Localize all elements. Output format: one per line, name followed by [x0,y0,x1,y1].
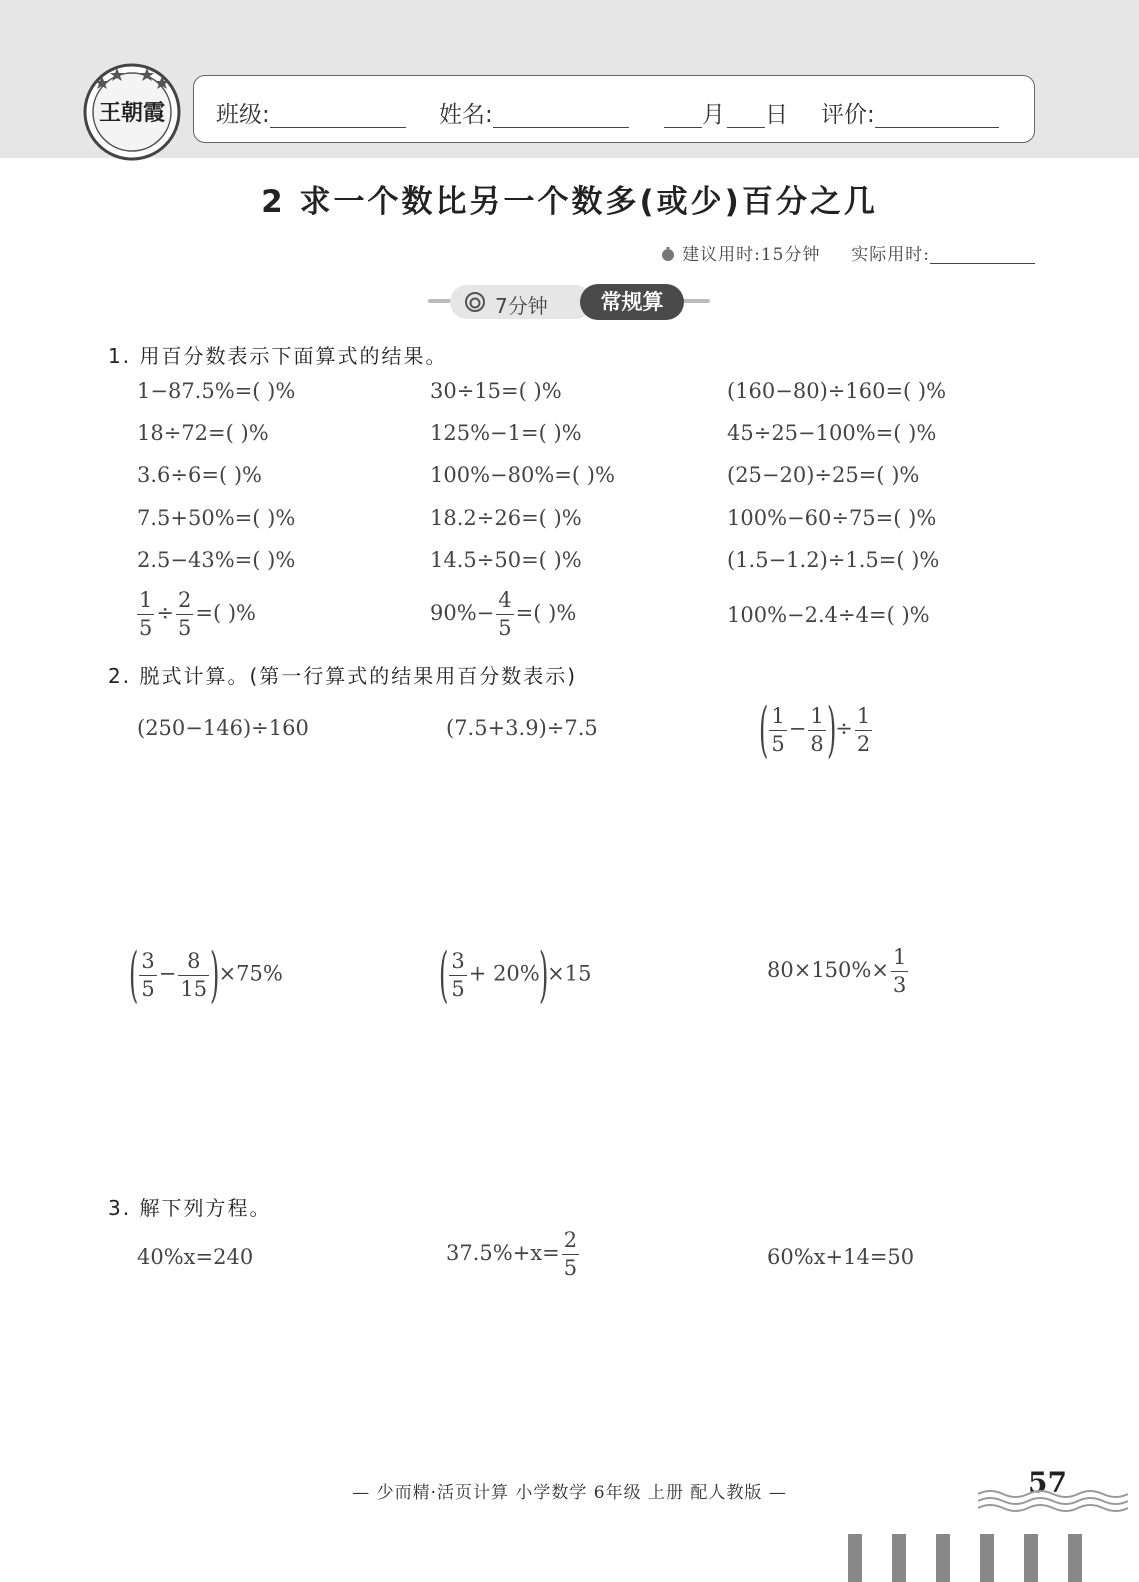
rating-label: 评价: [821,102,875,128]
date-field[interactable] [664,96,788,129]
wave-decoration [978,1486,1128,1516]
s1-r6-c1: $\frac{1}{5}$ ÷ $\frac{2}{5}$ =( )% [139,588,256,640]
suggested-time: 建议用时:15分钟 [682,245,821,265]
time-line [660,240,1035,265]
s1-r6-c3: 100%−2.4÷4=( )% [727,603,930,627]
s1-r6-c2: 90%− $\frac{4}{5}$ =( )% [430,588,577,640]
s2-expr6: 80×150%× $\frac{1}{3}$ [767,945,907,997]
s1-r4-c2: 18.2÷26=( )% [430,506,582,530]
s3-eq2: 37.5%+x= $\frac{2}{5}$ [446,1228,578,1280]
s1-r3-c1: 3.6÷6=( )% [137,463,262,487]
s3-eq3: 60%x+14=50 [767,1245,915,1269]
month-label: 月 [702,102,725,128]
day-label: 日 [765,102,788,128]
medal-icon [464,291,486,313]
page-title: 2 求一个数比另一个数多(或少)百分之几 [261,184,878,220]
section3-heading: 3. 解下列方程。 [108,1196,272,1220]
s1-r5-c1: 2.5−43%=( )% [137,548,296,572]
class-label: 班级: [216,102,270,128]
s1-r5-c2: 14.5÷50=( )% [430,548,582,572]
badge-minutes: 7分钟 [495,294,548,318]
s1-r5-c3: (1.5−1.2)÷1.5=( )% [727,548,940,572]
class-field[interactable] [216,96,406,129]
name-field[interactable] [439,96,629,129]
actual-time-label: 实际用时: [851,245,930,265]
s1-r2-c3: 45÷25−100%=( )% [727,421,937,445]
section2-heading: 2. 脱式计算。(第一行算式的结果用百分数表示) [108,664,578,688]
s1-r1-c1: 1−87.5%=( )% [137,379,296,403]
student-info-box [193,75,1035,143]
footer-text: — 少而精·活页计算 小学数学 6年级 上册 配人教版 — [352,1483,787,1503]
badge-type: 常规算 [580,284,684,320]
s1-r4-c3: 100%−60÷75=( )% [727,506,937,530]
timer-icon [660,246,676,262]
s1-r4-c1: 7.5+50%=( )% [137,506,296,530]
s1-r1-c2: 30÷15=( )% [430,379,562,403]
s3-eq1: 40%x=240 [137,1245,254,1269]
s1-r2-c1: 18÷72=( )% [137,421,269,445]
rating-field[interactable] [821,96,999,129]
logo-text: 王朝霞 [98,100,166,126]
s2-expr3: ( $\frac{1}{5}$ − $\frac{1}{8}$ )÷ $\frac{1}{2}$ [759,695,871,765]
s2-expr1: (250−146)÷160 [137,716,309,740]
section1-heading: 1. 用百分数表示下面算式的结果。 [108,344,448,368]
s1-r3-c3: (25−20)÷25=( )% [727,463,920,487]
edge-bars [848,1534,1088,1582]
time-badge [450,285,592,319]
publisher-logo [82,62,182,162]
s1-r1-c3: (160−80)÷160=( )% [727,379,947,403]
s1-r3-c2: 100%−80%=( )% [430,463,615,487]
name-label: 姓名: [439,102,493,128]
s2-expr4: ( $\frac{3}{5}$ − $\frac{8}{15}$ )×75% [129,940,283,1010]
s2-expr2: (7.5+3.9)÷7.5 [446,716,598,740]
actual-time-blank[interactable] [930,263,1035,264]
s2-expr5: ( $\frac{3}{5}$ + 20%)×15 [439,940,592,1010]
page-number: 57 [1028,1466,1067,1499]
s1-r2-c2: 125%−1=( )% [430,421,582,445]
